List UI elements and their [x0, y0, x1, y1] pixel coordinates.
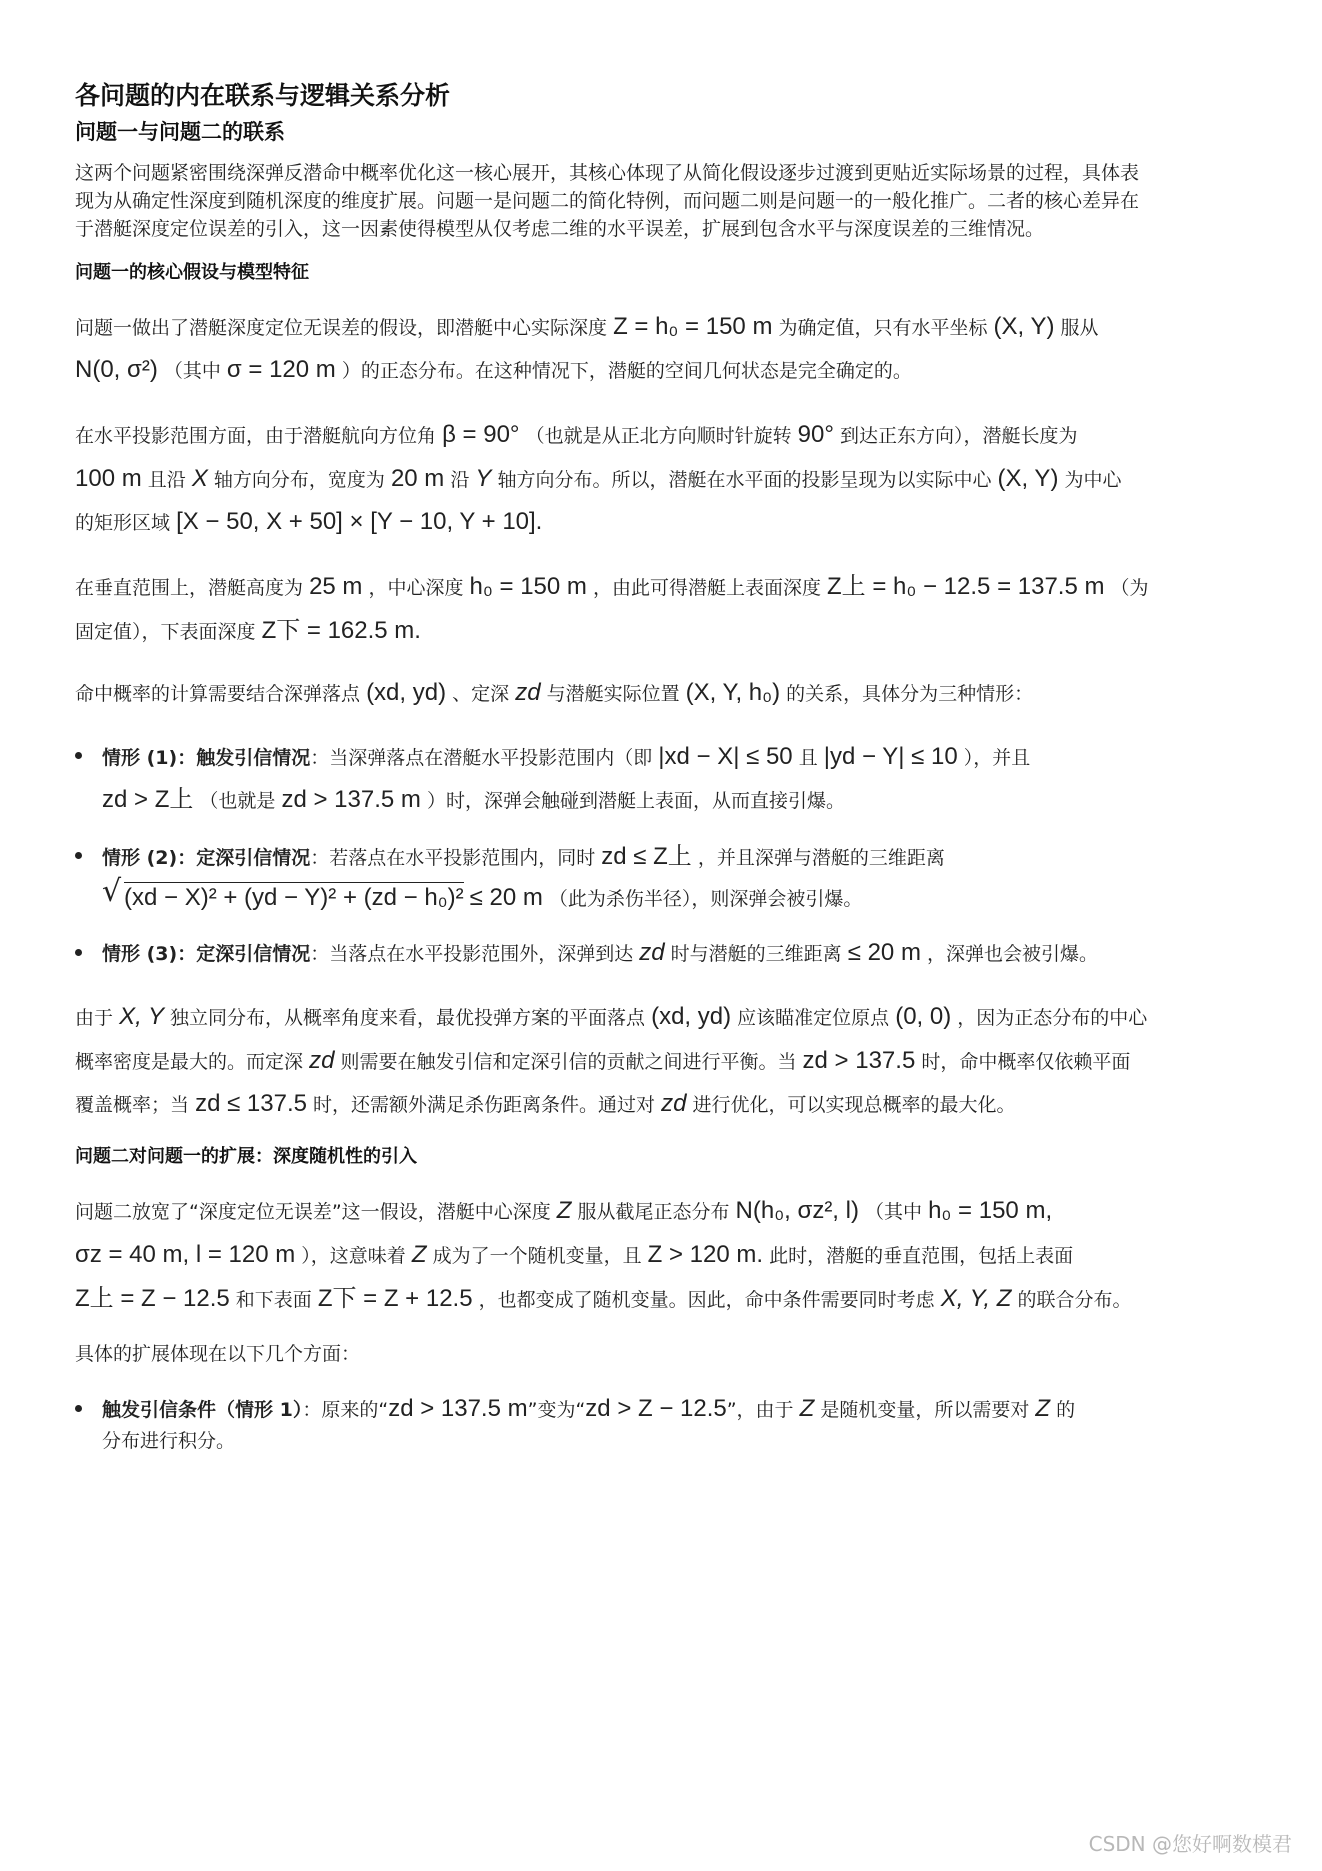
section-heading-3: 问题二对问题一的扩展：深度随机性的引入 — [75, 1146, 417, 1167]
case-1-line-2: zd > Z上 （也就是 zd > 137.5 m ）时，深弹会触碰到潜艇上表面，从而直接引爆。 — [102, 786, 845, 813]
math-truncated-normal: N(h₀, σz², l) — [735, 1197, 859, 1224]
paragraph-optimal-line-3: 覆盖概率；当 zd ≤ 137.5 时，还需额外满足杀伤距离条件。通过对 zd 进行优化，可以实现总概率的最大化。 — [75, 1090, 1016, 1117]
paragraph-aspects: 具体的扩展体现在以下几个方面： — [75, 1343, 361, 1365]
bullet-dot — [75, 1405, 82, 1412]
section-heading-2: 问题一的核心假设与模型特征 — [75, 262, 309, 283]
case-2-line-1: 情形 (2)：定深引信情况：若落点在水平投影范围内，同时 zd ≤ Z上 ，并且深弹与潜艇的三维距离 — [102, 843, 945, 870]
sqrt-expression: √ (xd − X)² + (yd − Y)² + (zd − h₀)² — [102, 876, 464, 921]
intro-line-2: 现为从确定性深度到随机深度的维度扩展。问题一是问题二的简化特例，而问题二则是问题一的一般化推广。二者的核心差异在 — [75, 190, 1140, 212]
intro-line-3: 于潜艇深度定位误差的引入，这一因素使得模型从仅考虑二维的水平误差，扩展到包含水平与深度误差的三维情况。 — [75, 218, 1045, 240]
sqrt-sign-icon: √ — [102, 874, 122, 909]
bullet-dot — [75, 852, 82, 859]
math-beta: β = 90° — [442, 421, 520, 448]
bullet-dot — [75, 752, 82, 759]
extension-bullet-line-1: 触发引信条件（情形 1）：原来的“zd > 137.5 m”变为“zd > Z − 12.5”，由于 Z 是随机变量，所以需要对 Z 的 — [102, 1395, 1076, 1422]
math-normal: N(0, σ²) — [75, 356, 158, 383]
intro-line-1: 这两个问题紧密围绕深弹反潜命中概率优化这一核心展开，其核心体现了从简化假设逐步过渡到更贴近实际场景的过程，具体表 — [75, 162, 1140, 184]
paragraph-vertical-line-1: 在垂直范围上，潜艇高度为 25 m ，中心深度 h₀ = 150 m ，由此可得潜艇上表面深度 Z上 = h₀ − 12.5 = 137.5 m （为 — [75, 573, 1149, 600]
math-ztop: Z上 = h₀ − 12.5 = 137.5 m — [827, 573, 1105, 600]
paragraph-extension-line-2: σz = 40 m, l = 120 m ），这意味着 Z 成为了一个随机变量，且 Z > 120 m. 此时，潜艇的垂直范围，包括上表面 — [75, 1241, 1074, 1268]
paragraph-extension-line-1: 问题二放宽了“深度定位无误差”这一假设，潜艇中心深度 Z 服从截尾正态分布 N(h₀, σz², l) （其中 h₀ = 150 m, — [75, 1197, 1053, 1224]
paragraph-optimal-line-2: 概率密度是最大的。而定深 zd 则需要在触发引信和定深引信的贡献之间进行平衡。当 zd > 137.5 时，命中概率仅依赖平面 — [75, 1047, 1131, 1074]
case-1-line-1: 情形 (1)：触发引信情况：当深弹落点在潜艇水平投影范围内（即 |xd − X| ≤ 50 且 |yd − Y| ≤ 10 ），并且 — [102, 743, 1031, 770]
math-zbot: Z下 = 162.5 m. — [261, 617, 421, 644]
paragraph-extension-line-3: Z上 = Z − 12.5 和下表面 Z下 = Z + 12.5 ，也都变成了随机变量。因此，命中条件需要同时考虑 X, Y, Z 的联合分布。 — [75, 1285, 1132, 1312]
paragraph-optimal-line-1: 由于 X, Y 独立同分布，从概率角度来看，最优投弹方案的平面落点 (xd, yd) 应该瞄准定位原点 (0, 0) ，因为正态分布的中心 — [75, 1003, 1148, 1030]
paragraph-assumption-line-1: 问题一做出了潜艇深度定位无误差的假设，即潜艇中心实际深度 Z = h₀ = 150 m 为确定值，只有水平坐标 (X, Y) 服从 — [75, 313, 1099, 340]
case-3: 情形 (3)：定深引信情况：当落点在水平投影范围外，深弹到达 zd 时与潜艇的三维距离 ≤ 20 m ，深弹也会被引爆。 — [102, 939, 1098, 966]
paragraph-projection-line-2: 100 m 且沿 X 轴方向分布，宽度为 20 m 沿 Y 轴方向分布。所以，潜艇在水平面的投影呈现为以实际中心 (X, Y) 为中心 — [75, 465, 1122, 492]
watermark: CSDN @您好啊数模君 — [1088, 1832, 1292, 1856]
bullet-dot — [75, 949, 82, 956]
math-xy: (X, Y) — [993, 313, 1055, 340]
case-2-line-2: √ (xd − X)² + (yd − Y)² + (zd − h₀)² ≤ 20 m （此为杀伤半径），则深弹会被引爆。 — [102, 876, 862, 921]
section-heading-1: 问题一与问题二的联系 — [75, 120, 285, 144]
extension-bullet-line-2: 分布进行积分。 — [102, 1430, 236, 1452]
paragraph-vertical-line-2: 固定值），下表面深度 Z下 = 162.5 m. — [75, 617, 421, 644]
paragraph-projection-line-3: 的矩形区域 [X − 50, X + 50] × [Y − 10, Y + 10]. — [75, 508, 543, 535]
math-z-eq: Z = h₀ = 150 m — [613, 313, 773, 340]
math-sigma: σ = 120 m — [226, 356, 336, 383]
page-title: 各问题的内在联系与逻辑关系分析 — [75, 81, 451, 110]
paragraph-projection-line-1: 在水平投影范围方面，由于潜艇航向方位角 β = 90° （也就是从正北方向顺时针旋转 90° 到达正东方向），潜艇长度为 — [75, 421, 1078, 448]
paragraph-hit-cases: 命中概率的计算需要结合深弹落点 (xd, yd) 、定深 zd 与潜艇实际位置 (X, Y, h₀) 的关系，具体分为三种情形： — [75, 679, 1034, 706]
math-rect: [X − 50, X + 50] × [Y − 10, Y + 10]. — [176, 508, 543, 535]
math-deg90: 90° — [797, 421, 834, 448]
paragraph-assumption-line-2: N(0, σ²) （其中 σ = 120 m ）的正态分布。在这种情况下，潜艇的空间几何状态是完全确定的。 — [75, 356, 912, 383]
